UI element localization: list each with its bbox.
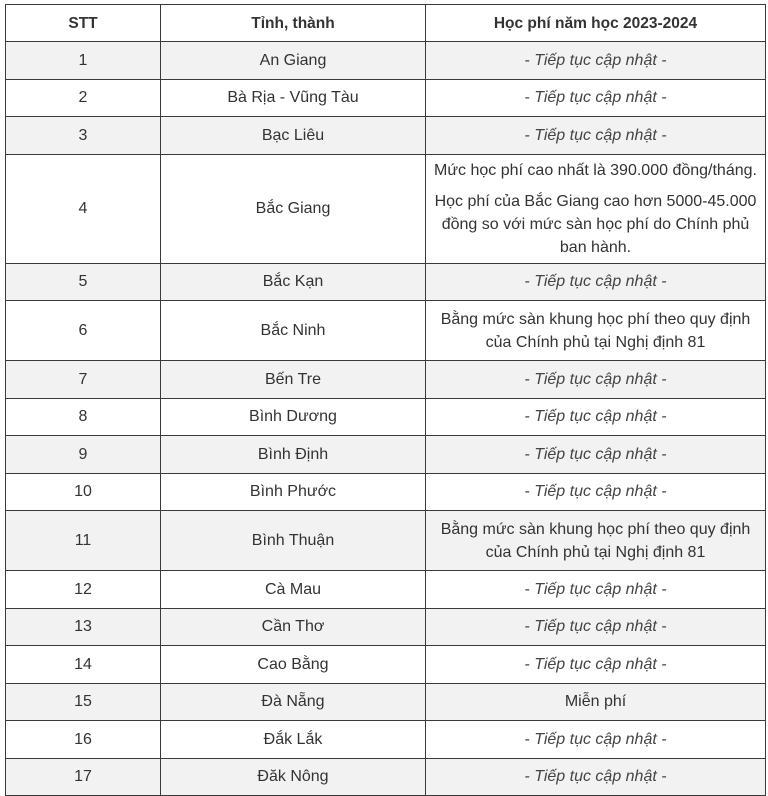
- cell-fee: Bằng mức sàn khung học phí theo quy định của Chính phủ tại Nghị định 81: [426, 301, 766, 361]
- cell-fee: Bằng mức sàn khung học phí theo quy định của Chính phủ tại Nghị định 81: [426, 511, 766, 571]
- table-row: [6, 117, 766, 155]
- tuition-table: [5, 4, 766, 796]
- cell-stt: 12: [6, 571, 161, 609]
- cell-fee: - Tiếp tục cập nhật -: [426, 398, 766, 436]
- cell-stt: 15: [6, 683, 161, 721]
- header-fee: Học phí năm học 2023-2024: [426, 5, 766, 42]
- cell-fee: - Tiếp tục cập nhật -: [426, 117, 766, 155]
- cell-stt: 17: [6, 758, 161, 796]
- cell-province: Bạc Liêu: [161, 117, 426, 155]
- cell-stt: 5: [6, 263, 161, 301]
- cell-fee: - Tiếp tục cập nhật -: [426, 646, 766, 684]
- cell-province: Cao Bằng: [161, 646, 426, 684]
- cell-province: Bình Phước: [161, 473, 426, 511]
- cell-province: Bà Rịa - Vũng Tàu: [161, 79, 426, 117]
- header-stt: STT: [6, 5, 161, 42]
- cell-fee: - Tiếp tục cập nhật -: [426, 608, 766, 646]
- table-row: [6, 436, 766, 474]
- table-row: [6, 758, 766, 796]
- cell-fee: - Tiếp tục cập nhật -: [426, 721, 766, 759]
- cell-stt: 16: [6, 721, 161, 759]
- cell-stt: 10: [6, 473, 161, 511]
- table-row: [6, 398, 766, 436]
- table-row: [6, 571, 766, 609]
- cell-fee: - Tiếp tục cập nhật -: [426, 42, 766, 80]
- table-row: [6, 646, 766, 684]
- cell-province: Cà Mau: [161, 571, 426, 609]
- header-province: Tỉnh, thành: [161, 5, 426, 42]
- cell-province: Bắc Giang: [161, 154, 426, 263]
- table-header-row: [6, 5, 766, 42]
- cell-stt: 13: [6, 608, 161, 646]
- cell-stt: 1: [6, 42, 161, 80]
- cell-province: An Giang: [161, 42, 426, 80]
- table-row: [6, 263, 766, 301]
- table-row: [6, 683, 766, 721]
- cell-province: Đắk Lắk: [161, 721, 426, 759]
- fee-paragraph: Mức học phí cao nhất là 390.000 đồng/tháng.: [434, 161, 757, 179]
- cell-province: Bắc Kạn: [161, 263, 426, 301]
- cell-fee: - Tiếp tục cập nhật -: [426, 571, 766, 609]
- cell-fee: - Tiếp tục cập nhật -: [426, 263, 766, 301]
- cell-fee: Miễn phí: [426, 683, 766, 721]
- table-row: [6, 301, 766, 361]
- cell-stt: 14: [6, 646, 161, 684]
- cell-stt: 2: [6, 79, 161, 117]
- table-row: [6, 721, 766, 759]
- cell-stt: 3: [6, 117, 161, 155]
- fee-paragraph: Học phí của Bắc Giang cao hơn 5000-45.000 đồng so với mức sàn học phí do Chính phủ ban hành.: [434, 192, 757, 256]
- table-row: [6, 473, 766, 511]
- cell-stt: 9: [6, 436, 161, 474]
- cell-province: Đăk Nông: [161, 758, 426, 796]
- cell-province: Bình Định: [161, 436, 426, 474]
- cell-province: Bắc Ninh: [161, 301, 426, 361]
- cell-province: Bình Dương: [161, 398, 426, 436]
- cell-province: Bến Tre: [161, 361, 426, 399]
- cell-fee: - Tiếp tục cập nhật -: [426, 361, 766, 399]
- table-row: [6, 79, 766, 117]
- cell-fee: [426, 154, 766, 263]
- cell-fee: - Tiếp tục cập nhật -: [426, 758, 766, 796]
- cell-province: Bình Thuận: [161, 511, 426, 571]
- cell-province: Cần Thơ: [161, 608, 426, 646]
- table-row: [6, 361, 766, 399]
- cell-stt: 8: [6, 398, 161, 436]
- cell-fee: - Tiếp tục cập nhật -: [426, 473, 766, 511]
- cell-stt: 7: [6, 361, 161, 399]
- table-row: [6, 42, 766, 80]
- cell-fee: - Tiếp tục cập nhật -: [426, 79, 766, 117]
- table-row: [6, 154, 766, 263]
- table-row: [6, 608, 766, 646]
- cell-fee: - Tiếp tục cập nhật -: [426, 436, 766, 474]
- cell-stt: 11: [6, 511, 161, 571]
- cell-province: Đà Nẵng: [161, 683, 426, 721]
- table-row: [6, 511, 766, 571]
- cell-stt: 6: [6, 301, 161, 361]
- cell-stt: 4: [6, 154, 161, 263]
